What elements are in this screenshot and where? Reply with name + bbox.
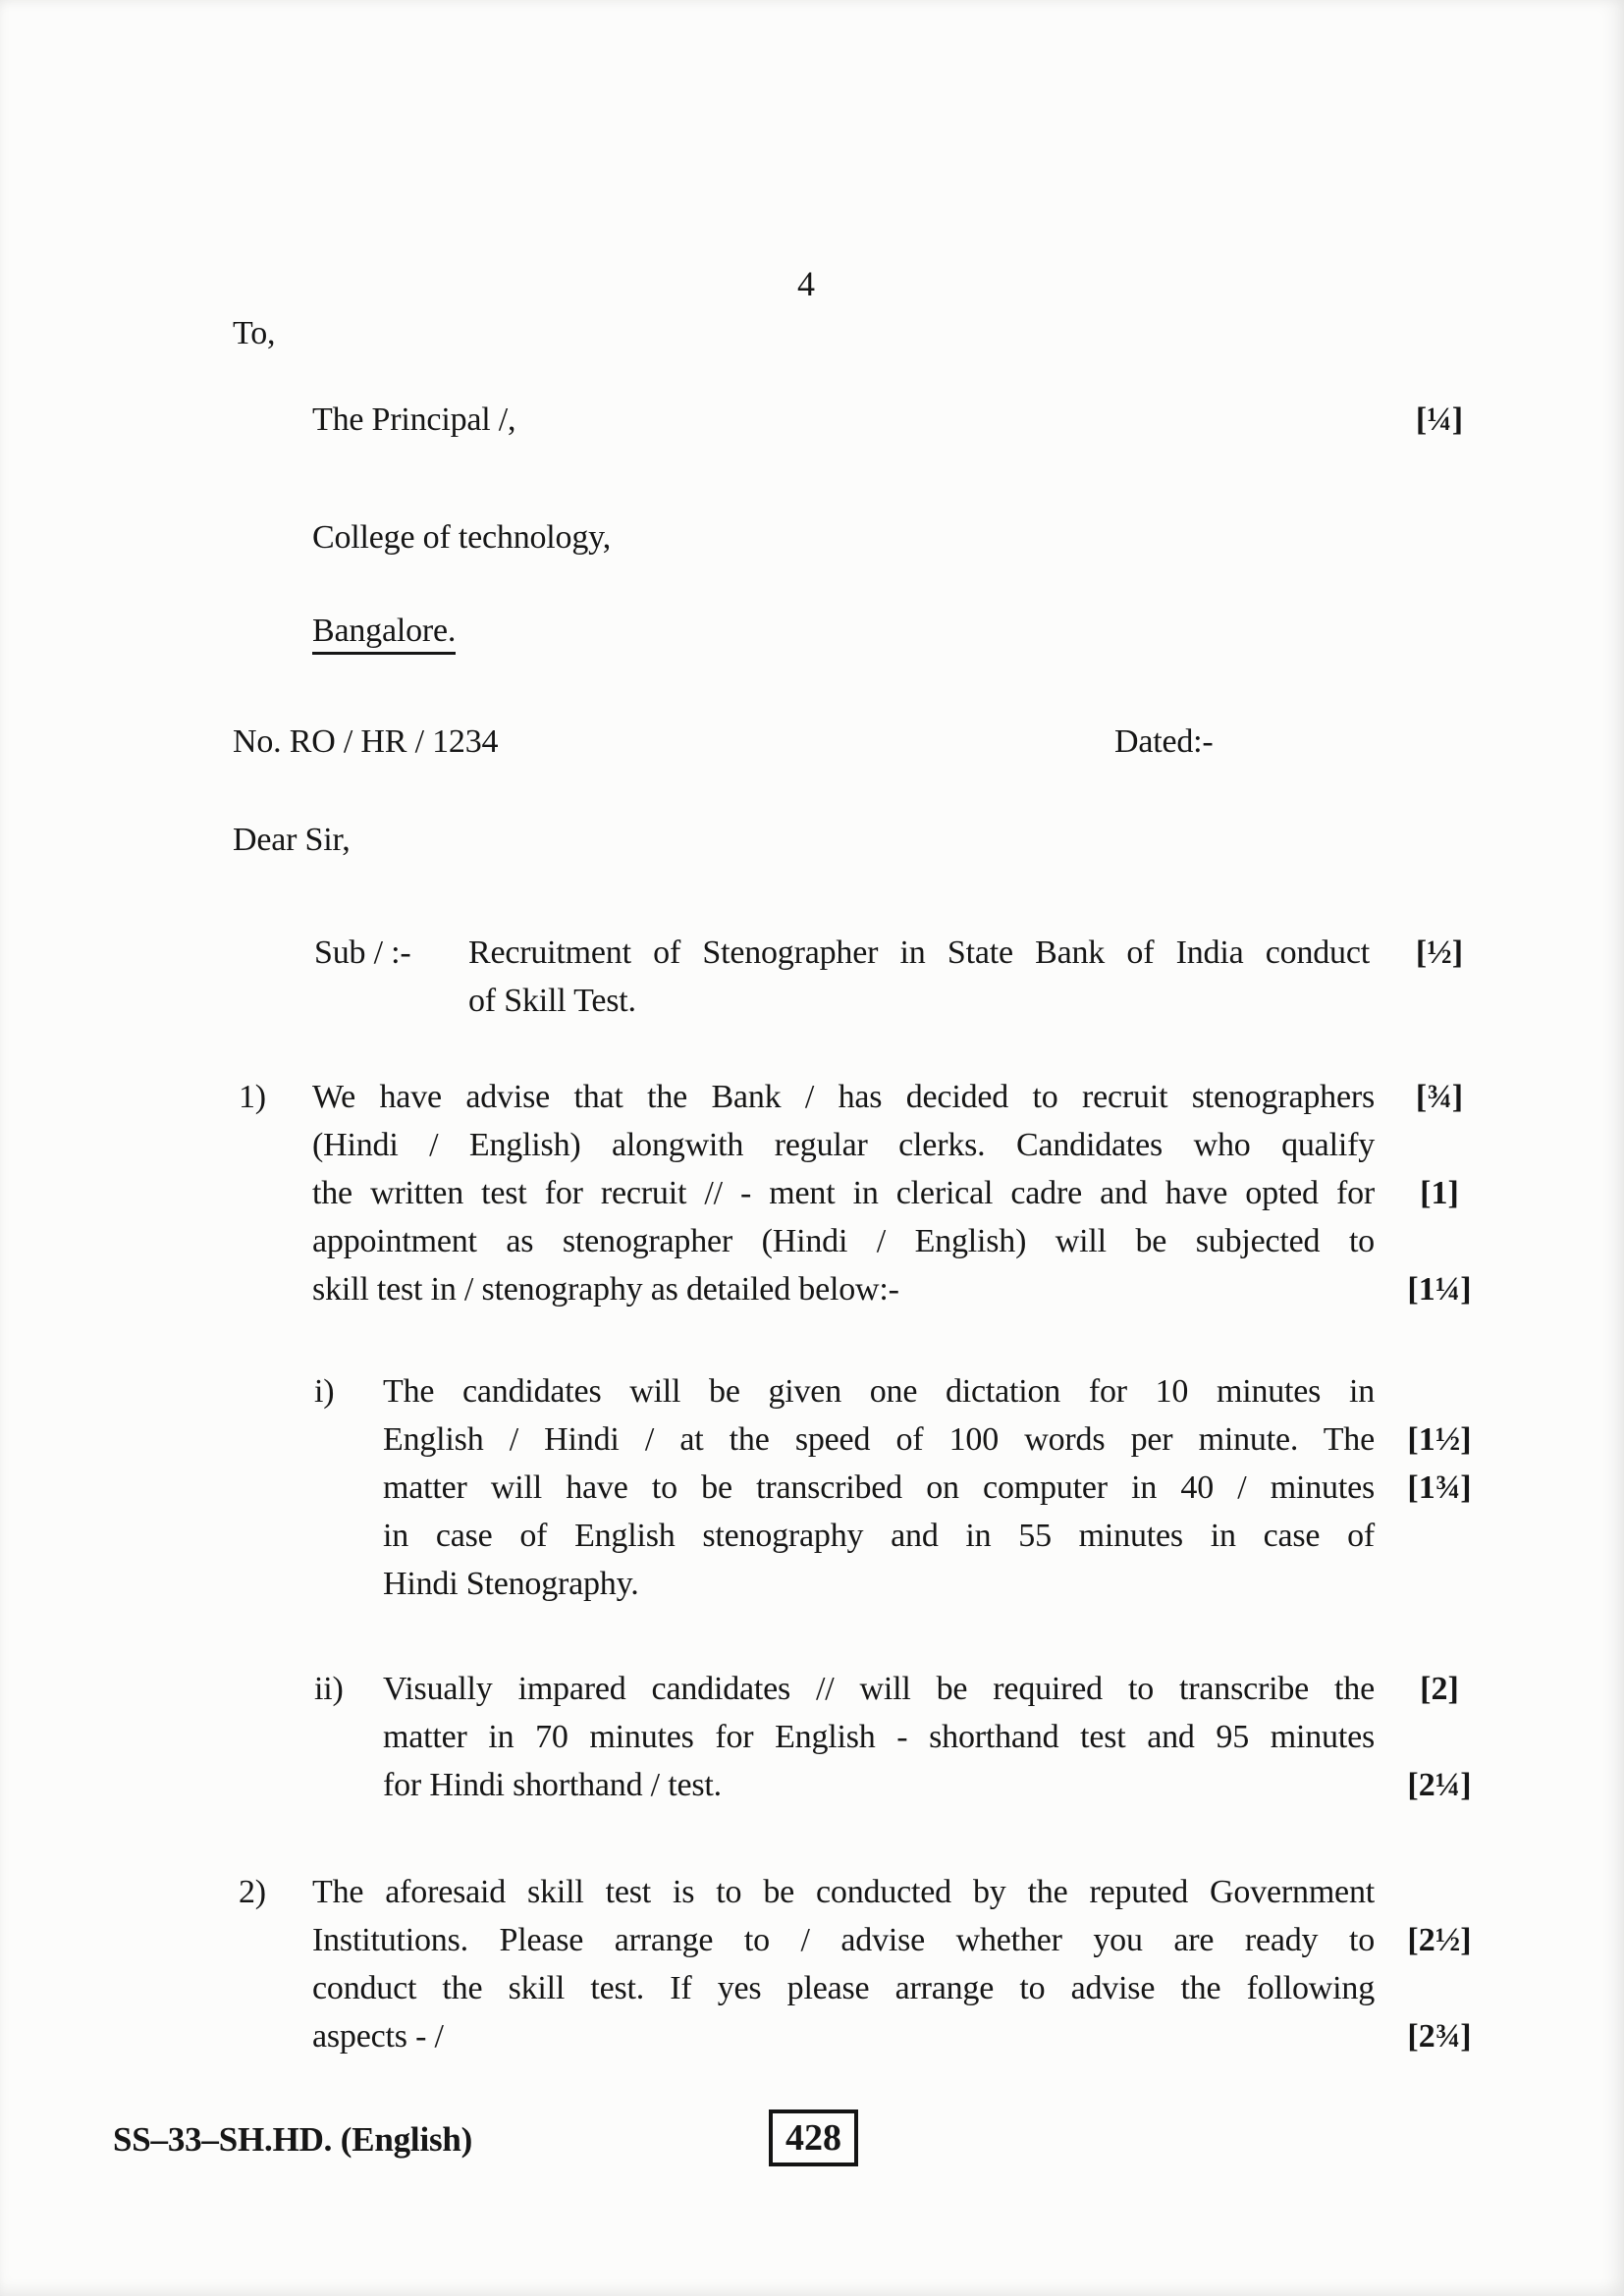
item-ii-number: ii) xyxy=(314,1671,344,1707)
salutation: Dear Sir, xyxy=(233,822,351,858)
marks-badge: [1¾] xyxy=(1407,1469,1472,1506)
address-row-college xyxy=(0,513,1624,561)
paragraph-1 xyxy=(0,1073,1624,1313)
marks-badge: [1] xyxy=(1420,1175,1459,1211)
item-i-number: i) xyxy=(314,1373,335,1410)
item-i-lines xyxy=(0,1367,1624,1608)
line-text: matter in 70 minutes for English - shorthand test and 95 minutes xyxy=(383,1719,1375,1755)
paragraph-2-number: 2) xyxy=(239,1874,266,1910)
item-ii-lines xyxy=(0,1665,1624,1809)
text-line xyxy=(0,1512,1624,1560)
text-line xyxy=(0,977,1624,1025)
address-row-city xyxy=(0,607,1624,655)
text-line xyxy=(0,1761,1624,1809)
marks-badge: [¼] xyxy=(1415,401,1464,438)
text-line xyxy=(0,929,1624,977)
subject-block xyxy=(0,929,1624,1025)
line-text: (Hindi / English) alongwith regular clerks. Candidates who qualify xyxy=(312,1127,1375,1163)
marks-badge: [2½] xyxy=(1407,1922,1472,1958)
page-number: 4 xyxy=(797,264,815,303)
paragraph-2 xyxy=(0,1868,1624,2060)
line-text: of Skill Test. xyxy=(468,983,636,1019)
text-line xyxy=(0,1073,1624,1121)
marks-badge: [2¾] xyxy=(1407,2018,1472,2055)
line-text: We have advise that the Bank / has decided to recruit stenographers xyxy=(312,1079,1375,1115)
paragraph-1-lines xyxy=(0,1073,1624,1313)
text-line xyxy=(0,1464,1624,1512)
line-text: skill test in / stenography as detailed below:- xyxy=(312,1271,899,1308)
address-college: College of technology, xyxy=(312,519,612,556)
line-text: the written test for recruit // - ment in clerical cadre and have opted for xyxy=(312,1175,1375,1211)
marks-badge: [2] xyxy=(1420,1671,1459,1707)
marks-badge: [¾] xyxy=(1415,1079,1464,1115)
text-line xyxy=(0,1265,1624,1313)
text-line xyxy=(0,2012,1624,2060)
line-text: matter will have to be transcribed on computer in 40 / minutes xyxy=(383,1469,1375,1506)
marks-badge: [2¼] xyxy=(1407,1767,1472,1803)
to-label: To, xyxy=(233,315,276,351)
text-line xyxy=(0,1868,1624,1916)
paragraph-1-number: 1) xyxy=(239,1079,266,1115)
reference-row xyxy=(0,718,1624,766)
text-line xyxy=(0,1121,1624,1169)
line-text: English / Hindi / at the speed of 100 words per minute. The xyxy=(383,1421,1375,1458)
marks-badge: [1½] xyxy=(1407,1421,1472,1458)
line-text: Institutions. Please arrange to / advise whether you are ready to xyxy=(312,1922,1375,1958)
footer-page-box xyxy=(769,2109,858,2166)
line-text: Visually impared candidates // will be required to transcribe the xyxy=(383,1671,1375,1707)
footer-code: SS–33–SH.HD. (English) xyxy=(113,2120,473,2159)
line-text: in case of English stenography and in 55 minutes in case of xyxy=(383,1518,1375,1554)
salutation-row xyxy=(0,816,1624,864)
text-line xyxy=(0,1367,1624,1415)
marks-badge: [½] xyxy=(1415,934,1464,971)
line-text: conduct the skill test. If yes please arrange to advise the following xyxy=(312,1970,1375,2006)
text-line xyxy=(0,1964,1624,2012)
subject-label: Sub / :- xyxy=(314,934,411,971)
text-line xyxy=(0,1916,1624,1964)
footer-page-number: 428 xyxy=(785,2117,841,2159)
line-text: Hindi Stenography. xyxy=(383,1566,639,1602)
address-row-principal xyxy=(0,396,1624,444)
line-text: for Hindi shorthand / test. xyxy=(383,1767,722,1803)
text-line xyxy=(0,1415,1624,1464)
address-principal: The Principal /, xyxy=(312,401,516,438)
text-line xyxy=(0,1713,1624,1761)
dated-label: Dated:- xyxy=(1114,723,1214,760)
page-number-row xyxy=(0,260,1624,308)
address-city: Bangalore. xyxy=(312,607,456,655)
to-row xyxy=(0,309,1624,357)
marks-badge: [1¼] xyxy=(1407,1271,1472,1308)
subject-lines xyxy=(0,929,1624,1025)
line-text: appointment as stenographer (Hindi / English) will be subjected to xyxy=(312,1223,1375,1259)
line-text: aspects - / xyxy=(312,2018,444,2055)
item-i xyxy=(0,1367,1624,1608)
paragraph-2-lines xyxy=(0,1868,1624,2060)
text-line xyxy=(0,1169,1624,1217)
line-text: The candidates will be given one dictation for 10 minutes in xyxy=(383,1373,1375,1410)
line-text: The aforesaid skill test is to be conducted by the reputed Government xyxy=(312,1874,1375,1910)
item-ii xyxy=(0,1665,1624,1809)
text-line xyxy=(0,1217,1624,1265)
reference-number: No. RO / HR / 1234 xyxy=(233,723,499,760)
text-line xyxy=(0,1560,1624,1608)
text-line xyxy=(0,1665,1624,1713)
line-text: Recruitment of Stenographer in State Bank of India conduct xyxy=(468,934,1370,971)
